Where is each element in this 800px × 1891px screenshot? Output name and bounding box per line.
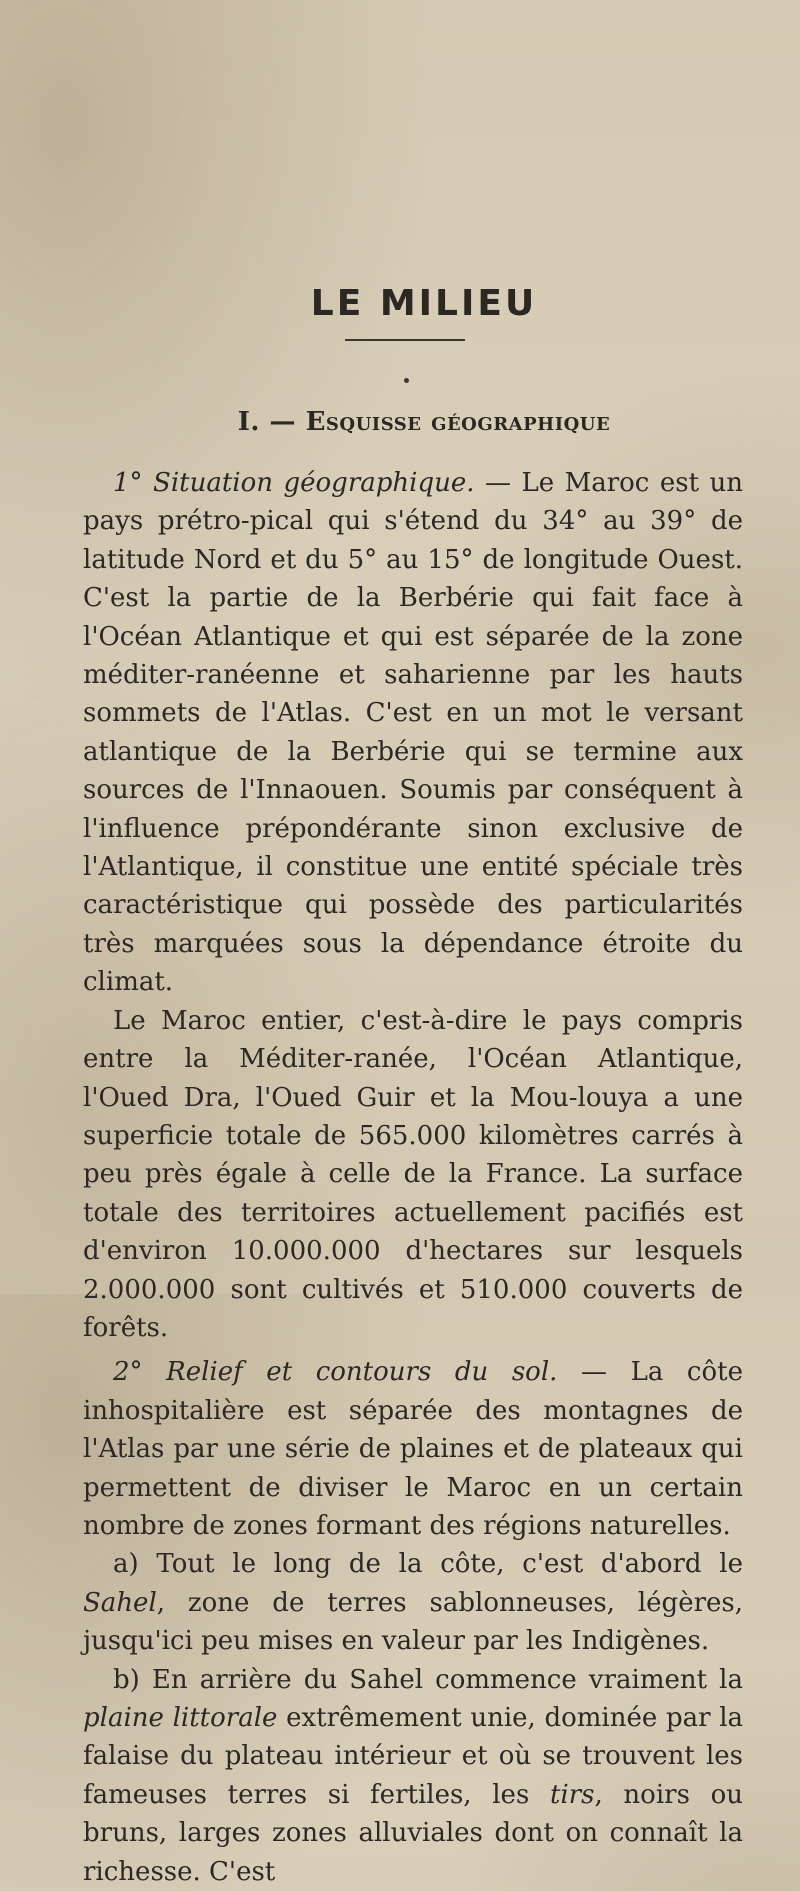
paragraph-sahel: [83, 1545, 743, 1660]
paragraph-text: — Le Maroc est un pays prétro-pical qui s'étend du 34° au 39° de latitude Nord et du 5° au 15° de longitude Ouest. C'est la partie de la Berbérie qui fait face à l'Océan Atlantique et qui est séparée de la zone méditer-ranéenne et saharienne par les hauts sommets de l'Atlas. C'est en un mot le versant atlantique de la Berbérie qui se termine aux sources de l'Innaouen. Soumis par conséquent à l'influence prépondérante sinon exclusive de l'Atlantique, il constitue une entité spéciale très caractéristique qui possède des particularités très marquées sous la dépendance étroite du climat.: [83, 468, 743, 998]
paragraph-prefix: a) Tout le long de la côte, c'est d'abord le: [113, 1549, 743, 1580]
paragraph-plaine: [83, 1661, 743, 1891]
section-title: Esquisse géographique: [305, 407, 611, 437]
paragraph-relief: [83, 1353, 743, 1545]
title-underline: [345, 339, 465, 341]
paragraph-term: tirs: [549, 1779, 595, 1810]
paragraph-text: Le Maroc entier, c'est-à-dire le pays compris entre la Méditer-ranée, l'Océan Atlantique, l'Oued Dra, l'Oued Guir et la Mou-louya a une superficie totale de 565.000 kilomètres carrés à peu près égale à celle de la France. La surface totale des territoires actuellement pacifiés est d'environ 10.000.000 d'hectares sur lesquels 2.000.000 sont cultivés et 510.000 couverts de forêts.: [83, 1005, 743, 1343]
paragraph-middle: extrêmement unie, dominée par la falaise du plateau intérieur et où se trouvent les fameuses terres si fertiles, les: [83, 1703, 744, 1810]
body-text: [83, 464, 743, 1891]
paragraph-text: , noirs ou bruns, larges zones alluviales dont on connaît la richesse. C'est: [83, 1779, 743, 1887]
paragraph-text: — La côte inhospitalière est séparée des montagnes de l'Atlas par une série de plaines et de plateaux qui permettent de diviser le Maroc en un certain nombre de zones formant des régions naturelles.: [83, 1357, 743, 1541]
paragraph-term: plaine littorale: [83, 1703, 278, 1733]
paragraph-superficie: [83, 1002, 743, 1348]
ornament-dot: [404, 378, 409, 383]
paragraph-situation: [83, 464, 743, 1002]
chapter-title: LE MILIEU: [310, 283, 538, 324]
paragraph-prefix: b) En arrière du Sahel commence vraiment la: [113, 1664, 743, 1695]
paragraph-label: 1° Situation géographique.: [113, 468, 475, 498]
paragraph-term: Sahel: [83, 1587, 157, 1618]
section-heading: [0, 407, 800, 437]
paragraph-label: 2° Relief et contours du sol.: [113, 1357, 558, 1388]
paragraph-text: , zone de terres sablonneuses, légères, jusqu'ici peu mises en valeur par les Indigènes.: [83, 1587, 743, 1657]
section-number: I. —: [237, 407, 306, 437]
